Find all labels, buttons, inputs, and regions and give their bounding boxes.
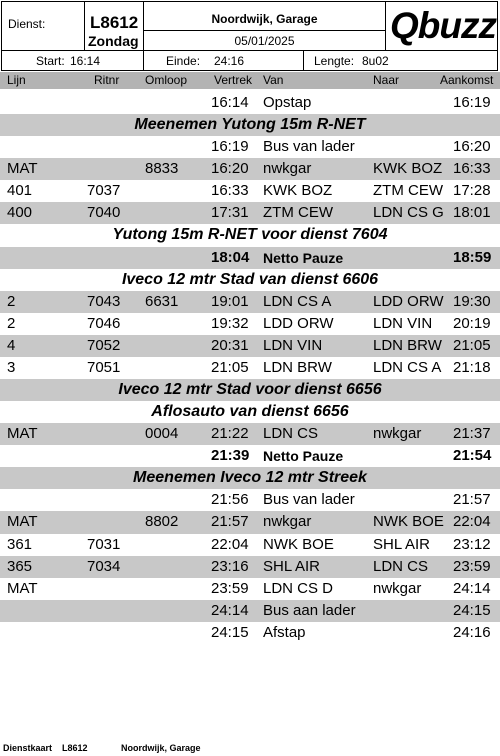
trip-row [0, 291, 500, 313]
row-naar: nwkgar [373, 425, 422, 443]
row-aankomst: 21:37 [453, 425, 491, 443]
section-title: Aflosauto van dienst 6656 [151, 403, 349, 421]
row-aankomst: 22:04 [453, 513, 491, 531]
row-ritnr: 7034 [87, 557, 121, 575]
row-aankomst: 16:20 [453, 138, 491, 156]
row-van: LDN CS A [263, 292, 332, 310]
qbuzz-logo: Qbuzz [390, 5, 496, 46]
row-aankomst: 21:18 [453, 358, 491, 376]
end-time: 24:16 [214, 54, 245, 68]
section-header-row [0, 467, 500, 489]
section-header-row [0, 224, 500, 246]
row-naar: SHL AIR [373, 535, 430, 553]
row-lijn: 2 [7, 314, 16, 332]
row-ritnr: 7031 [87, 535, 121, 553]
pause-row [0, 445, 500, 467]
row-van: LDD ORW [263, 314, 334, 332]
trip-row [0, 158, 500, 180]
footer [0, 740, 500, 756]
row-vertrek: 16:19 [211, 138, 249, 156]
trip-row [0, 534, 500, 556]
row-vertrek: 16:33 [211, 182, 249, 200]
row-van: Bus van lader [263, 138, 355, 156]
start-label: Start: [36, 54, 65, 68]
length-value: 8u02 [362, 54, 389, 68]
col-lijn: Lijn [7, 73, 26, 87]
col-omloop: Omloop [145, 73, 188, 87]
row-vertrek: 23:16 [211, 557, 249, 575]
row-van: Afstap [263, 623, 306, 641]
row-van: ZTM CEW [263, 204, 333, 222]
start-time: 16:14 [70, 54, 101, 68]
trip-row [0, 423, 500, 445]
section-title: Meenemen Yutong 15m R-NET [134, 116, 366, 134]
length-label: Lengte: [314, 54, 355, 68]
row-lijn: 365 [7, 557, 33, 575]
row-aankomst: 24:16 [453, 623, 491, 641]
footer-label: Dienstkaart [3, 743, 53, 753]
section-header-row [0, 269, 500, 291]
row-vertrek: 24:14 [211, 601, 249, 619]
row-lijn: 2 [7, 292, 16, 310]
row-aankomst: 24:15 [453, 601, 491, 619]
row-van: LDN BRW [263, 358, 332, 376]
dienst-label: Dienst: [8, 17, 46, 31]
footer-dienst-number: L8612 [62, 743, 88, 753]
col-van: Van [263, 73, 284, 87]
row-aankomst: 23:59 [453, 557, 491, 575]
row-vertrek: 16:20 [211, 160, 249, 178]
trip-row [0, 600, 500, 622]
row-vertrek: 22:04 [211, 535, 249, 553]
row-vertrek: 23:59 [211, 579, 249, 597]
section-header-row [0, 379, 500, 401]
row-ritnr: 7037 [87, 182, 121, 200]
row-aankomst: 16:19 [453, 94, 491, 111]
row-vertrek: 21:57 [211, 513, 249, 531]
section-title: Yutong 15m R-NET voor dienst 7604 [112, 226, 388, 244]
row-lijn: 3 [7, 358, 16, 376]
section-title: Meenemen Iveco 12 mtr Streek [133, 469, 367, 487]
row-lijn: MAT [7, 579, 38, 597]
location: Noordwijk, Garage [211, 12, 318, 26]
row-van: nwkgar [263, 160, 312, 178]
trip-row [0, 578, 500, 600]
trip-row [0, 313, 500, 335]
pause-label: Netto Pauze [263, 249, 344, 266]
row-lijn: 401 [7, 182, 33, 200]
trip-row [0, 511, 500, 533]
row-van: NWK BOE [263, 535, 334, 553]
trip-row [0, 556, 500, 578]
row-van: LDN CS D [263, 579, 334, 597]
row-ritnr: 7046 [87, 314, 121, 332]
row-van: nwkgar [263, 513, 312, 531]
pause-start: 21:39 [211, 447, 250, 465]
section-header-row [0, 114, 500, 136]
pause-row [0, 247, 500, 269]
row-van: LDN CS [263, 425, 319, 443]
row-aankomst: 24:14 [453, 579, 491, 597]
row-aankomst: 20:19 [453, 314, 491, 332]
row-lijn: MAT [7, 513, 38, 531]
row-naar: LDN VIN [373, 314, 433, 332]
col-naar: Naar [373, 73, 400, 87]
row-naar: LDN CS A [373, 358, 442, 376]
row-vertrek: 17:31 [211, 204, 249, 222]
row-omloop: 6631 [145, 292, 179, 310]
row-aankomst: 21:05 [453, 336, 491, 354]
column-header-row [0, 72, 500, 89]
pause-start: 18:04 [211, 248, 250, 266]
row-naar: LDN BRW [373, 336, 442, 354]
row-vertrek: 19:01 [211, 292, 249, 310]
row-lijn: MAT [7, 160, 38, 178]
row-vertrek: 19:32 [211, 314, 249, 332]
trip-row [0, 489, 500, 511]
row-van: Bus van lader [263, 491, 355, 509]
row-aankomst: 23:12 [453, 535, 491, 553]
section-header-row [0, 401, 500, 423]
pause-label: Netto Pauze [263, 448, 344, 465]
row-ritnr: 7051 [87, 358, 121, 376]
row-ritnr: 7052 [87, 336, 121, 354]
row-ritnr: 7043 [87, 292, 121, 310]
row-lijn: 400 [7, 204, 33, 222]
col-vertrek: Vertrek [214, 73, 253, 87]
trip-row [0, 335, 500, 357]
row-van: Opstap [263, 94, 312, 111]
row-van: SHL AIR [263, 557, 320, 575]
date: 05/01/2025 [234, 34, 295, 48]
col-ritnr: Ritnr [94, 73, 120, 87]
row-omloop: 0004 [145, 425, 179, 443]
row-ritnr: 7040 [87, 204, 121, 222]
row-lijn: 4 [7, 336, 16, 354]
col-aankomst: Aankomst [440, 73, 494, 87]
row-aankomst: 19:30 [453, 292, 491, 310]
row-naar: nwkgar [373, 579, 422, 597]
schedule-table [0, 92, 500, 644]
pause-end: 18:59 [453, 248, 492, 266]
trip-row [0, 136, 500, 158]
trip-row [0, 202, 500, 224]
section-title: Iveco 12 mtr Stad van dienst 6606 [121, 270, 379, 288]
row-aankomst: 16:33 [453, 160, 491, 178]
row-naar: ZTM CEW [373, 182, 443, 200]
end-label: Einde: [166, 54, 201, 68]
dienst-number: L8612 [90, 13, 139, 32]
row-naar: NWK BOE [373, 513, 444, 531]
section-title: Iveco 12 mtr Stad voor dienst 6656 [118, 381, 382, 399]
row-van: KWK BOZ [263, 182, 333, 200]
row-vertrek: 21:22 [211, 425, 249, 443]
row-aankomst: 21:57 [453, 491, 491, 509]
header-box [1, 1, 498, 71]
row-van: Bus aan lader [263, 601, 356, 619]
row-omloop: 8833 [145, 160, 179, 178]
row-van: LDN VIN [263, 336, 323, 354]
row-vertrek: 21:05 [211, 358, 249, 376]
row-omloop: 8802 [145, 513, 179, 531]
trip-row [0, 357, 500, 379]
row-naar: LDN CS [373, 557, 429, 575]
row-lijn: MAT [7, 425, 38, 443]
row-aankomst: 17:28 [453, 182, 491, 200]
trip-row [0, 622, 500, 644]
trip-row [0, 180, 500, 202]
day-name: Zondag [88, 33, 139, 49]
row-naar: LDD ORW [373, 292, 444, 310]
pause-end: 21:54 [453, 447, 492, 465]
footer-location: Noordwijk, Garage [121, 743, 201, 753]
row-vertrek: 20:31 [211, 336, 249, 354]
row-naar: KWK BOZ [373, 160, 443, 178]
row-vertrek: 24:15 [211, 623, 249, 641]
trip-row [0, 92, 500, 114]
row-aankomst: 18:01 [453, 204, 491, 222]
row-naar: LDN CS G [373, 204, 444, 222]
row-lijn: 361 [7, 535, 33, 553]
row-vertrek: 21:56 [211, 491, 249, 509]
row-vertrek: 16:14 [211, 94, 249, 111]
